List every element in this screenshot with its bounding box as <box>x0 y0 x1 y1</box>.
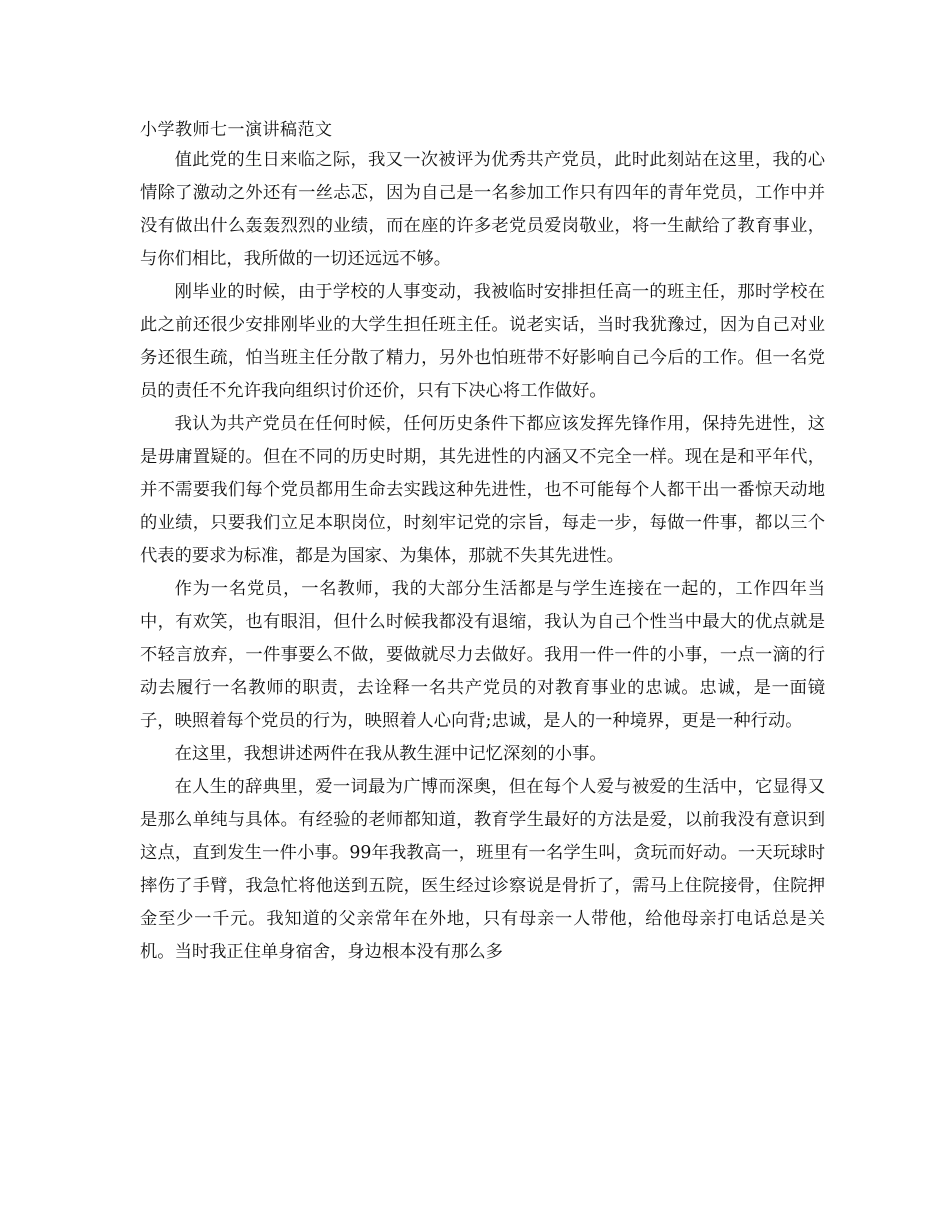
paragraph-3: 我认为共产党员在任何时候，任何历史条件下都应该发挥先锋作用，保持先进性，这是毋庸置疑的。但在不同的历史时期，其先进性的内涵又不完全一样。现在是和平年代，并不需要我们每个党员都用生命去实践这种先进性，也不可能每个人都干出一番惊天动地的业绩，只要我们立足本职岗位，时刻牢记党的宗旨，每走一步，每做一件事，都以三个代表的要求为标准，都是为国家、为集体，那就不失其先进性。 <box>140 414 825 566</box>
document-page <box>140 118 825 969</box>
paragraph-4: 作为一名党员，一名教师，我的大部分生活都是与学生连接在一起的，工作四年当中，有欢笑，也有眼泪，但什么时候我都没有退缩，我认为自己个性当中最大的优点就是不轻言放弃，一件事要么不做，要做就尽力去做好。我用一件一件的小事，一点一滴的行动去履行一名教师的职责，去诠释一名共产党员的对教育事业的忠诚。忠诚，是一面镜子，映照着每个党员的行为，映照着人心向背;忠诚，是人的一种境界，更是一种行动。 <box>140 579 825 731</box>
paragraph-1: 值此党的生日来临之际，我又一次被评为优秀共产党员，此时此刻站在这里，我的心情除了激动之外还有一丝忐忑，因为自己是一名参加工作只有四年的青年党员，工作中并没有做出什么轰轰烈烈的业绩，而在座的许多老党员爱岗敬业，将一生献给了教育事业，与你们相比，我所做的一切还远远不够。 <box>140 150 825 269</box>
paragraph-6: 在人生的辞典里，爱一词最为广博而深奥，但在每个人爱与被爱的生活中，它显得又是那么单纯与具体。有经验的老师都知道，教育学生最好的方法是爱，以前我没有意识到这点，直到发生一件小事。99年我教高一，班里有一名学生叫，贪玩而好动。一天玩球时摔伤了手臂，我急忙将他送到五院，医生经过诊察说是骨折了，需马上住院接骨，住院押金至少一千元。我知道的父亲常年在外地，只有母亲一人带他，给他母亲打电话总是关机。当时我正住单身宿舍，身边根本没有那么多 <box>140 777 825 962</box>
document-title: 小学教师七一演讲稿范文 <box>140 120 333 140</box>
paragraph-5: 在这里，我想讲述两件在我从教生涯中记忆深刻的小事。 <box>174 744 607 764</box>
paragraph-2: 刚毕业的时候，由于学校的人事变动，我被临时安排担任高一的班主任，那时学校在此之前还很少安排刚毕业的大学生担任班主任。说老实话，当时我犹豫过，因为自己对业务还很生疏，怕当班主任分散了精力，另外也怕班带不好影响自己今后的工作。但一名党员的责任不允许我向组织讨价还价，只有下决心将工作做好。 <box>140 282 825 401</box>
